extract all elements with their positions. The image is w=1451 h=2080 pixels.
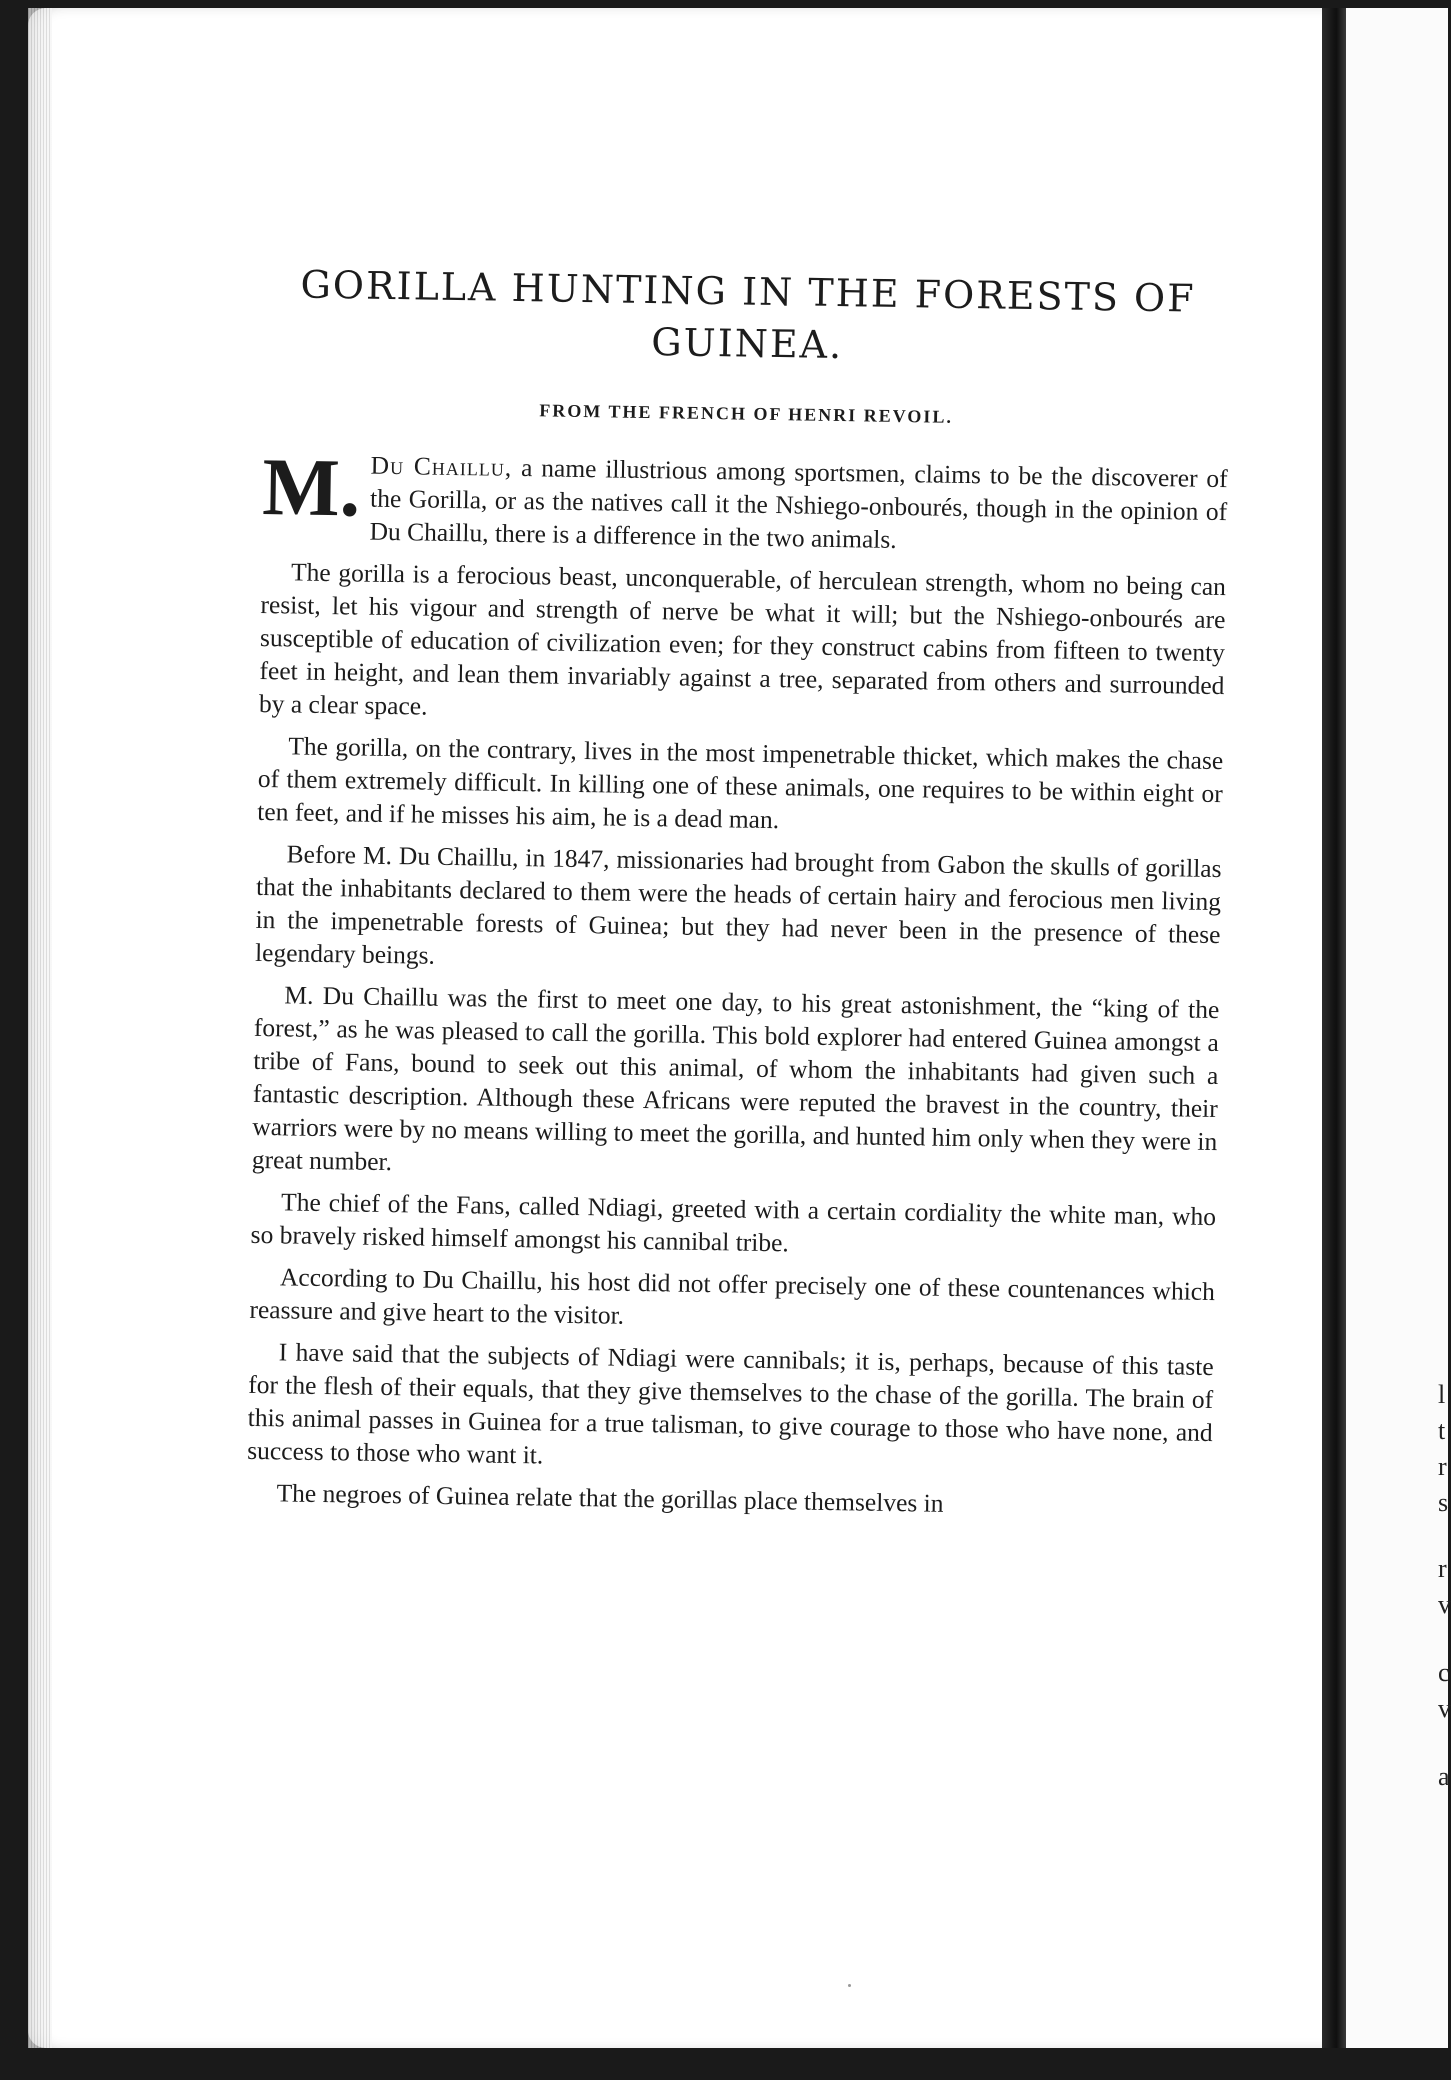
title-line-1: GORILLA HUNTING IN THE FORESTS OF (300, 262, 1196, 321)
facing-page-fragment: r (1438, 1452, 1447, 1481)
opening-name: Du Chaillu, (370, 450, 513, 482)
paragraph-7: According to Du Chaillu, his host did not offer precisely one of these countenances which reassure and give heart to the visitor. (249, 1262, 1216, 1330)
paragraph-2: The gorilla is a ferocious beast, unconquerable, of herculean strength, whom no being can resist, let his vigour and strength of nerve be what it will; but the Nshiego-onbourés are susceptible of education of civilization even; for they construct cabins from fifteen to twenty feet in height, and lean them invariably against a tree, separated from others and surrounded by a clear space. (258, 557, 1227, 721)
paragraph-3: The gorilla, on the contrary, lives in the most impenetrable thicket, which makes the chase of them extremely difficult. In killing one of these animals, one requires to be within eight or ten feet, and if he misses his aim, he is a dead man. (257, 731, 1224, 835)
facing-page-edge (1346, 8, 1451, 2048)
book-gutter (1322, 8, 1346, 2048)
facing-page-fragment: t (1438, 1416, 1446, 1445)
book-page (28, 8, 1346, 2048)
paragraph-6: The chief of the Fans, called Ndiagi, greeted with a certain cordiality the white man, who so bravely risked himself amongst his cannibal tribe. (250, 1187, 1217, 1258)
paragraph-4: Before M. Du Chaillu, in 1847, missionaries had brought from Gabon the skulls of gorillas that the inhabitants declared to them were the heads of certain hairy and ferocious men living in the impenetrable forests of Guinea; but they had never been in the presence of these legendary beings. (254, 839, 1222, 970)
paragraph-9: The negroes of Guinea relate that the gorillas place themselves in (276, 1478, 944, 1518)
facing-page-fragment: c (1438, 1658, 1450, 1687)
facing-page-fragment: a (1438, 1762, 1450, 1791)
paragraph-5: M. Du Chaillu was the first to meet one day, to his great astonishment, the “king of the forest,” as he was pleased to call the gorilla. This bold explorer had entered Guinea amongst a tribe of Fans, bound to seek out this animal, of whom the inhabitants had given such a fantastic description. Although these Africans were reputed the bravest in the country, their warriors were by no means willing to meet the gorilla, and hunted him only when they were in great number. (251, 980, 1220, 1177)
article-subtitle: FROM THE FRENCH OF HENRI REVOIL. (539, 400, 954, 427)
paragraph-1-text: a name illustrious among sportsmen, claims to be the discoverer of the Gorilla, or as the natives call it the Nshiego-onbourés, though in the opinion of Du Chaillu, there is a difference in the two animals. (369, 452, 1228, 554)
facing-page-fragment: v (1438, 1694, 1451, 1723)
page-edges (28, 8, 52, 2048)
drop-cap: M. (261, 440, 362, 534)
article-column (246, 258, 1231, 1533)
facing-page-fragment: v (1438, 1590, 1451, 1619)
speck (848, 1984, 851, 1987)
facing-page-fragment: l (1438, 1380, 1446, 1409)
facing-page-fragment: r (1438, 1554, 1447, 1583)
title-line-2: GUINEA. (650, 320, 844, 368)
paragraph-8: I have said that the subjects of Ndiagi were cannibals; it is, perhaps, because of this taste for the flesh of their equals, that they give themselves to the chase of the gorilla. The brain of this animal passes in Guinea for a true talisman, to give courage to those who have none, and success to those who want it. (247, 1337, 1214, 1470)
facing-page-fragment: s (1438, 1488, 1449, 1517)
paragraph-1 (261, 440, 1228, 561)
article-title (264, 258, 1231, 377)
